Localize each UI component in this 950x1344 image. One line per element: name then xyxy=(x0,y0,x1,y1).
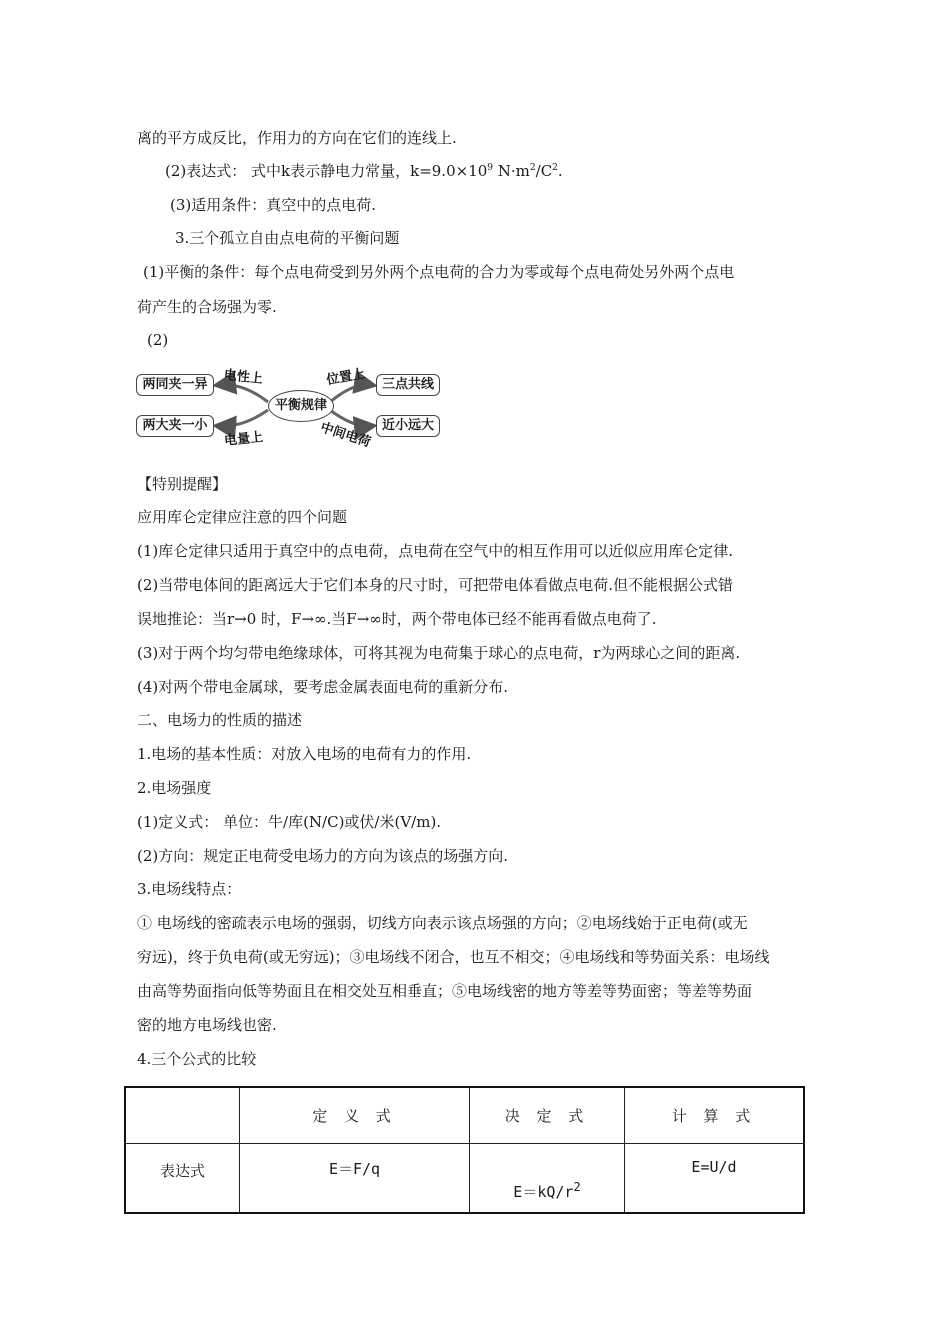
text-line: (2) xyxy=(147,331,169,349)
balance-rule-center: 平衡规律 xyxy=(268,390,334,422)
label-charge-amount: 电量上 xyxy=(223,429,264,449)
text-line: 离的平方成反比，作用力的方向在它们的连线上. xyxy=(137,129,457,147)
text-line: (4)对两个带电金属球，要考虑金属表面电荷的重新分布. xyxy=(137,678,509,696)
text-line: (1)定义式： 单位：牛/库(N/C)或伏/米(V/m). xyxy=(137,813,442,831)
text-line: (1)库仑定律只适用于真空中的点电荷，点电荷在空气中的相互作用可以近似应用库仑定律. xyxy=(137,542,734,560)
section-heading: 二、电场力的性质的描述 xyxy=(137,711,303,729)
text-line: 2.电场强度 xyxy=(137,779,212,797)
text-line: (2)当带电体间的距离远大于它们本身的尺寸时，可把带电体看做点电荷.但不能根据公式错 xyxy=(137,576,734,594)
row-label: 表达式 xyxy=(125,1143,240,1213)
formula-line: (2)表达式： 式中k表示静电力常量，$k=9.0\times 10^9$ $N\cdot m^2/C^2$. xyxy=(165,162,563,180)
table-cell-calculation: E=U/d xyxy=(625,1143,805,1213)
special-tip-title: 【特别提醒】 xyxy=(137,475,228,493)
box-three-collinear: 三点共线 xyxy=(376,374,440,396)
label-middle-charge: 中间电荷 xyxy=(318,420,373,451)
arrow-left-bottom xyxy=(218,410,268,426)
text-line: 穷远)，终于负电荷(或无穷远)；③电场线不闭合，也互不相交；④电场线和等势面关系：电场线 xyxy=(137,948,770,966)
table-header-cell: 定 义 式 xyxy=(240,1087,470,1143)
text-line: (2)方向：规定正电荷受电场力的方向为该点的场强方向. xyxy=(137,847,509,865)
text-line: 1.电场的基本性质：对放入电场的电荷有力的作用. xyxy=(137,745,472,763)
box-two-large-one-small: 两大夹一小 xyxy=(136,415,214,437)
text-line: 密的地方电场线也密. xyxy=(137,1016,277,1034)
table-header-cell: 决 定 式 xyxy=(470,1087,625,1143)
formula-comparison-table xyxy=(124,1086,805,1214)
table-row xyxy=(125,1143,804,1213)
arrow-left-top xyxy=(218,385,268,402)
table-header-cell: 计 算 式 xyxy=(625,1087,805,1143)
text-line: (1)平衡的条件：每个点电荷受到另外两个点电荷的合力为零或每个点电荷处另外两个点电 xyxy=(143,263,735,281)
text-line: 由高等势面指向低等势面且在相交处互相垂直；⑤电场线密的地方等差等势面密；等差等势面 xyxy=(137,982,753,1000)
text-line: 3.电场线特点： xyxy=(137,880,242,898)
label-charge-sign: 电性上 xyxy=(223,367,264,387)
label-position: 位置上 xyxy=(325,366,367,389)
balance-rule-diagram xyxy=(132,360,452,452)
box-near-small-far-large: 近小远大 xyxy=(376,415,440,437)
text-line: 应用库仑定律应注意的四个问题 xyxy=(137,508,348,526)
box-two-same-one-different: 两同夹一异 xyxy=(136,374,214,396)
table-cell-determination: $E=kQ/r^2$ xyxy=(470,1143,625,1213)
heading-line: 3.三个孤立自由点电荷的平衡问题 xyxy=(175,229,400,247)
arrow-right-top xyxy=(330,385,372,402)
text-line: 4.三个公式的比较 xyxy=(137,1050,257,1068)
text-line: (3)适用条件：真空中的点电荷. xyxy=(170,196,377,214)
table-cell-definition: E＝F/q xyxy=(240,1143,470,1213)
text-line: (3)对于两个均匀带电绝缘球体，可将其视为电荷集于球心的点电荷，r为两球心之间的距离. xyxy=(137,644,741,662)
table-header-row xyxy=(125,1087,804,1143)
text-line: 荷产生的合场强为零. xyxy=(137,298,277,316)
text-line: 误地推论：当r→0 时，F→∞.当F→∞时，两个带电体已经不能再看做点电荷了. xyxy=(137,610,657,628)
table-header-cell xyxy=(125,1087,240,1143)
text-line: ① 电场线的密疏表示电场的强弱，切线方向表示该点场强的方向；②电场线始于正电荷(或无 xyxy=(137,914,748,932)
